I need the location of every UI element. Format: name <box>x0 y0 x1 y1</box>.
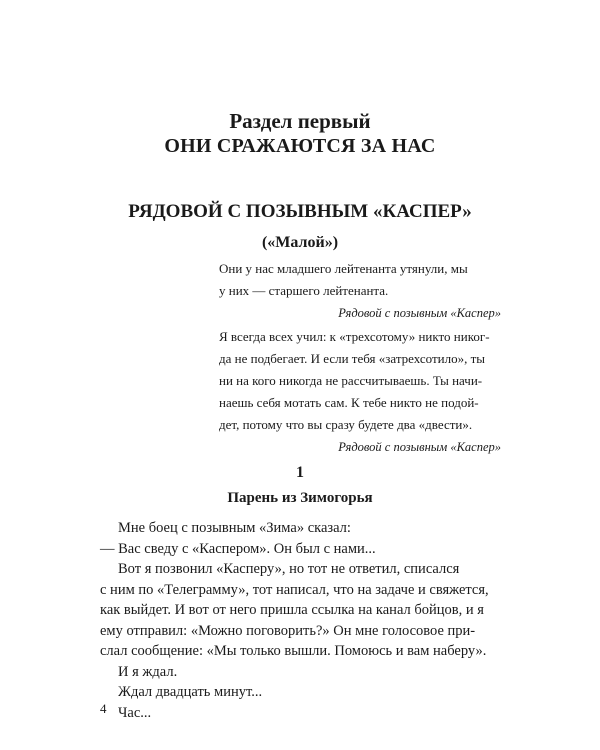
body-line: И я ждал. <box>118 663 178 680</box>
body-line: как выйдет. И вот от него пришла ссылка на канал бойцов, и я <box>100 602 484 618</box>
epigraph-line: да не подбегает. И если тебя «затрехсотило», ты <box>219 351 486 366</box>
chapter-subtitle: («Малой») <box>261 234 339 251</box>
epigraph-line: у них — старшего лейтенанта. <box>219 283 389 298</box>
body-line: ему отправил: «Можно поговорить?» Он мне голосовое при- <box>100 622 476 639</box>
epigraph-signature: Рядовой с позывным «Каспер» <box>338 440 501 454</box>
epigraph-line: Я всегда всех учил: к «трехсотому» никто никог- <box>219 329 490 344</box>
body-line: Мне боец с позывным «Зима» сказал: <box>118 520 351 536</box>
body-text <box>100 518 500 723</box>
body-line: — Вас сведу с «Каспером». Он был с нами... <box>100 540 376 557</box>
epigraph-line: Они у нас младшего лейтенанта утянули, мы <box>219 261 468 276</box>
part-title: Парень из Зимогорья <box>227 490 373 506</box>
body-line: слал сообщение: «Мы только вышли. Помоюсь и вам наберу». <box>100 643 487 659</box>
epigraph-line: наешь себя мотать сам. К тебе никто не подой- <box>219 395 479 410</box>
epigraph <box>219 326 501 458</box>
epigraph <box>219 258 501 324</box>
page-number: 4 <box>100 701 107 716</box>
part-number: 1 <box>296 464 304 481</box>
section-title: ОНИ СРАЖАЮТСЯ ЗА НАС <box>164 135 436 157</box>
body-line: Вот я позвонил «Касперу», но тот не ответил, списался <box>118 561 460 577</box>
epigraph-line: ни на кого никогда не рассчитываешь. Ты начи- <box>219 373 483 388</box>
epigraph-signature: Рядовой с позывным «Каспер» <box>338 306 501 320</box>
section-label: Раздел первый <box>229 109 371 133</box>
body-line: с ним по «Телеграмму», тот написал, что на задаче и свяжется, <box>100 581 489 598</box>
epigraph-line: дет, потому что вы сразу будете два «двести». <box>219 417 473 432</box>
chapter-title: РЯДОВОЙ С ПОЗЫВНЫМ «КАСПЕР» <box>128 201 472 222</box>
body-line: Час... <box>118 704 152 721</box>
body-line: Ждал двадцать минут... <box>118 684 263 700</box>
